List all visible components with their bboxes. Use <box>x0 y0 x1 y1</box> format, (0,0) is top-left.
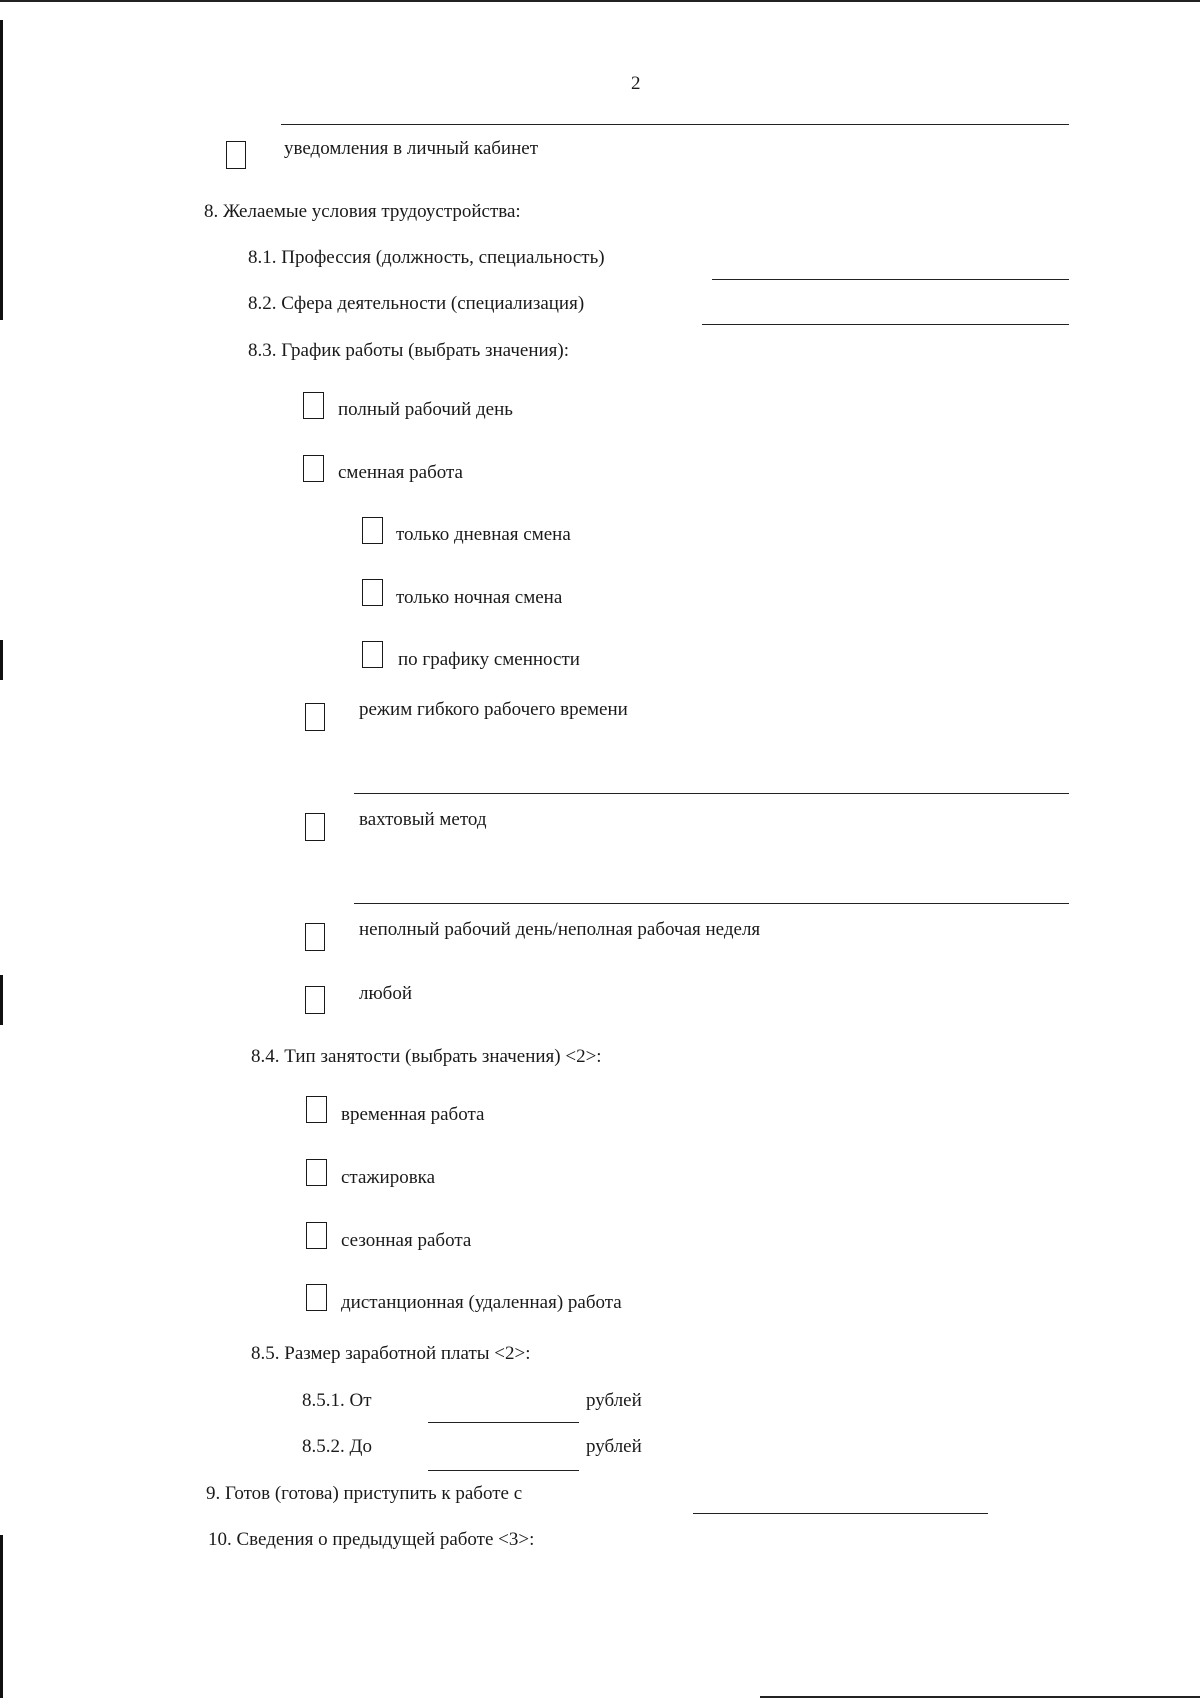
page-top-edge <box>0 0 1200 2</box>
day-shift-only-label: только дневная смена <box>396 524 571 545</box>
night-shift-only-label: только ночная смена <box>396 587 563 608</box>
full-day-label: полный рабочий день <box>338 399 513 420</box>
part-time-label: неполный рабочий день/неполная рабочая неделя <box>359 919 761 940</box>
start-date-label: 9. Готов (готова) приступить к работе с <box>206 1483 523 1504</box>
salary-title: 8.5. Размер заработной платы <2>: <box>251 1343 531 1364</box>
profession-label: 8.1. Профессия (должность, специальность) <box>248 247 605 268</box>
full-day-checkbox[interactable] <box>303 392 324 419</box>
start-date-field[interactable] <box>693 1513 988 1514</box>
temporary-work-label: временная работа <box>341 1104 485 1125</box>
notify-cabinet-label: уведомления в личный кабинет <box>284 138 539 159</box>
page-left-edge <box>0 975 3 1025</box>
part-time-checkbox[interactable] <box>305 923 325 951</box>
previous-work-title: 10. Сведения о предыдущей работе <3>: <box>208 1529 535 1550</box>
internship-checkbox[interactable] <box>306 1159 327 1186</box>
shift-work-checkbox[interactable] <box>303 455 324 482</box>
schedule-title: 8.3. График работы (выбрать значения): <box>248 340 570 361</box>
seasonal-work-checkbox[interactable] <box>306 1222 327 1249</box>
activity-sphere-field[interactable] <box>702 324 1069 325</box>
by-schedule-checkbox[interactable] <box>362 641 383 668</box>
top-rule <box>281 124 1069 125</box>
flexible-hours-label: режим гибкого рабочего времени <box>359 699 628 720</box>
salary-from-field[interactable] <box>428 1422 579 1423</box>
activity-sphere-label: 8.2. Сфера деятельности (специализация) <box>248 293 585 314</box>
salary-to-field[interactable] <box>428 1470 579 1471</box>
rotation-method-checkbox[interactable] <box>305 813 325 841</box>
page-number: 2 <box>631 73 641 94</box>
any-schedule-label: любой <box>359 983 413 1004</box>
temporary-work-checkbox[interactable] <box>306 1096 327 1123</box>
any-schedule-checkbox[interactable] <box>305 986 325 1014</box>
salary-from-currency: рублей <box>586 1390 642 1411</box>
rotation-method-label: вахтовый метод <box>359 809 487 830</box>
page-left-edge <box>0 640 3 680</box>
night-shift-only-checkbox[interactable] <box>362 579 383 606</box>
flexible-hours-field[interactable] <box>354 793 1069 794</box>
flexible-hours-checkbox[interactable] <box>305 703 325 731</box>
day-shift-only-checkbox[interactable] <box>362 517 383 544</box>
salary-to-currency: рублей <box>586 1436 642 1457</box>
remote-work-checkbox[interactable] <box>306 1284 327 1311</box>
shift-work-label: сменная работа <box>338 462 463 483</box>
salary-from-label: 8.5.1. От <box>302 1390 372 1411</box>
remote-work-label: дистанционная (удаленная) работа <box>341 1292 622 1313</box>
internship-label: стажировка <box>341 1167 436 1188</box>
by-schedule-label: по графику сменности <box>398 649 580 670</box>
employment-type-title: 8.4. Тип занятости (выбрать значения) <2>: <box>251 1046 602 1067</box>
rotation-method-field[interactable] <box>354 903 1069 904</box>
notify-cabinet-checkbox[interactable] <box>226 141 246 169</box>
salary-to-label: 8.5.2. До <box>302 1436 372 1457</box>
page-left-edge <box>0 20 3 320</box>
seasonal-work-label: сезонная работа <box>341 1230 472 1251</box>
section-8-title: 8. Желаемые условия трудоустройства: <box>204 201 521 222</box>
page-left-edge <box>0 1535 3 1698</box>
profession-field[interactable] <box>712 279 1069 280</box>
